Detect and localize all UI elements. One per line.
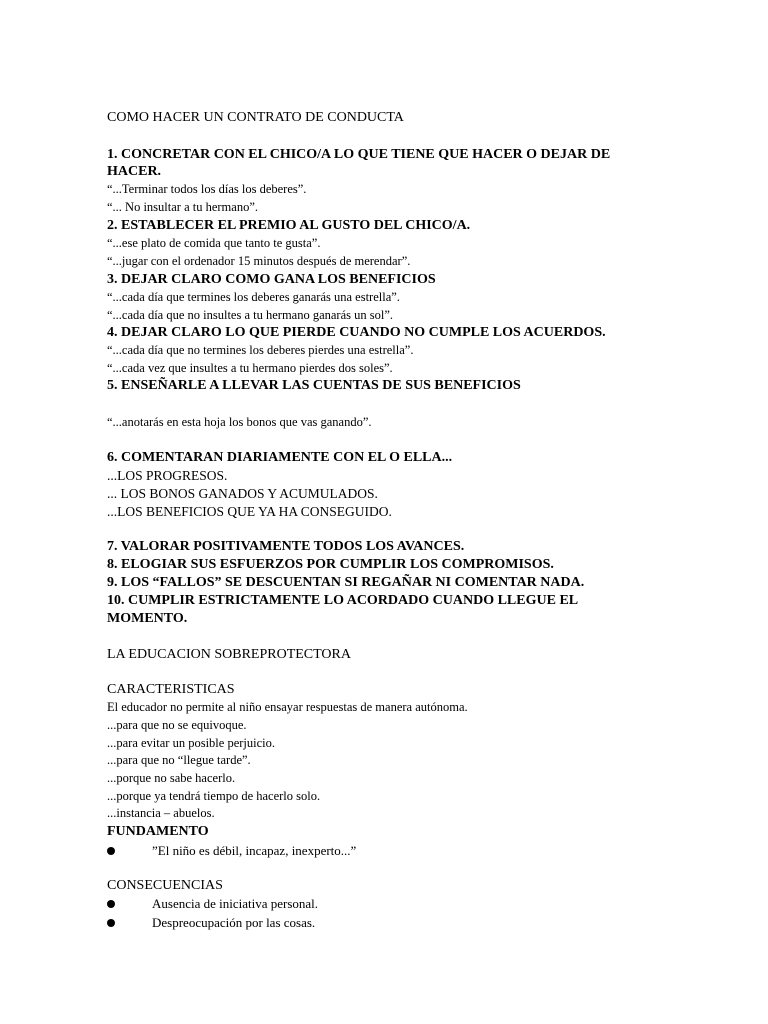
contract-title: COMO HACER UN CONTRATO DE CONDUCTA bbox=[107, 110, 404, 125]
bullet-icon bbox=[107, 847, 115, 855]
step-5-example-1: “...anotarás en esta hoja los bonos que vas ganando”. bbox=[107, 415, 372, 429]
step-10-heading-cont: MOMENTO. bbox=[107, 611, 188, 626]
consequences-heading: CONSECUENCIAS bbox=[107, 878, 223, 893]
step-9-heading: 9. LOS “FALLOS” SE DESCUENTAN SI REGAÑAR NI COMENTAR NADA. bbox=[107, 575, 585, 590]
bullet-icon bbox=[107, 900, 115, 908]
step-7-heading: 7. VALORAR POSITIVAMENTE TODOS LOS AVANCES. bbox=[107, 539, 465, 554]
consequences-bullet-2-text: Despreocupación por las cosas. bbox=[152, 915, 316, 930]
foundation-bullet-text: ”El niño es débil, incapaz, inexperto...” bbox=[152, 843, 357, 858]
step-1-heading: 1. CONCRETAR CON EL CHICO/A LO QUE TIENE QUE HACER O DEJAR DE bbox=[107, 147, 611, 162]
characteristics-item-1: ...para que no se equivoque. bbox=[107, 718, 247, 732]
characteristics-item-4: ...porque no sabe hacerlo. bbox=[107, 771, 236, 785]
step-2-heading: 2. ESTABLECER EL PREMIO AL GUSTO DEL CHICO/A. bbox=[107, 218, 471, 233]
step-5-heading: 5. ENSEÑARLE A LLEVAR LAS CUENTAS DE SUS BENEFICIOS bbox=[107, 378, 521, 393]
foundation-heading: FUNDAMENTO bbox=[107, 824, 209, 839]
overprotective-title: LA EDUCACION SOBREPROTECTORA bbox=[107, 647, 351, 662]
consequences-bullet-1-text: Ausencia de iniciativa personal. bbox=[152, 896, 319, 911]
foundation-bullet bbox=[107, 842, 507, 859]
step-3-heading: 3. DEJAR CLARO COMO GANA LOS BENEFICIOS bbox=[107, 272, 436, 287]
characteristics-item-6: ...instancia – abuelos. bbox=[107, 806, 215, 820]
characteristics-item-5: ...porque ya tendrá tiempo de hacerlo solo. bbox=[107, 789, 321, 803]
step-1-heading-cont: HACER. bbox=[107, 164, 162, 179]
step-6-item-2: ... LOS BONOS GANADOS Y ACUMULADOS. bbox=[107, 486, 378, 501]
characteristics-intro: El educador no permite al niño ensayar respuestas de manera autónoma. bbox=[107, 700, 468, 714]
characteristics-item-3: ...para que no “llegue tarde”. bbox=[107, 753, 251, 767]
consequences-bullet-1 bbox=[107, 895, 507, 912]
characteristics-heading: CARACTERISTICAS bbox=[107, 682, 235, 697]
step-10-heading: 10. CUMPLIR ESTRICTAMENTE LO ACORDADO CUANDO LLEGUE EL bbox=[107, 593, 579, 608]
bullet-icon bbox=[107, 919, 115, 927]
step-1-example-2: “... No insultar a tu hermano”. bbox=[107, 200, 258, 214]
step-8-heading: 8. ELOGIAR SUS ESFUERZOS POR CUMPLIR LOS COMPROMISOS. bbox=[107, 557, 554, 572]
step-4-example-2: “...cada vez que insultes a tu hermano pierdes dos soles”. bbox=[107, 361, 393, 375]
step-3-example-2: “...cada día que no insultes a tu hermano ganarás un sol”. bbox=[107, 308, 394, 322]
step-2-example-1: “...ese plato de comida que tanto te gusta”. bbox=[107, 236, 321, 250]
consequences-bullet-2 bbox=[107, 914, 507, 931]
step-2-example-2: “...jugar con el ordenador 15 minutos después de merendar”. bbox=[107, 254, 411, 268]
step-4-heading: 4. DEJAR CLARO LO QUE PIERDE CUANDO NO CUMPLE LOS ACUERDOS. bbox=[107, 325, 606, 340]
step-3-example-1: “...cada día que termines los deberes ganarás una estrella”. bbox=[107, 290, 400, 304]
step-1-example-1: “...Terminar todos los días los deberes”. bbox=[107, 182, 307, 196]
step-4-example-1: “...cada día que no termines los deberes pierdes una estrella”. bbox=[107, 343, 414, 357]
step-6-heading: 6. COMENTARAN DIARIAMENTE CON EL O ELLA... bbox=[107, 450, 453, 465]
step-6-item-3: ...LOS BENEFICIOS QUE YA HA CONSEGUIDO. bbox=[107, 504, 392, 519]
step-6-item-1: ...LOS PROGRESOS. bbox=[107, 468, 228, 483]
characteristics-item-2: ...para evitar un posible perjuicio. bbox=[107, 736, 275, 750]
